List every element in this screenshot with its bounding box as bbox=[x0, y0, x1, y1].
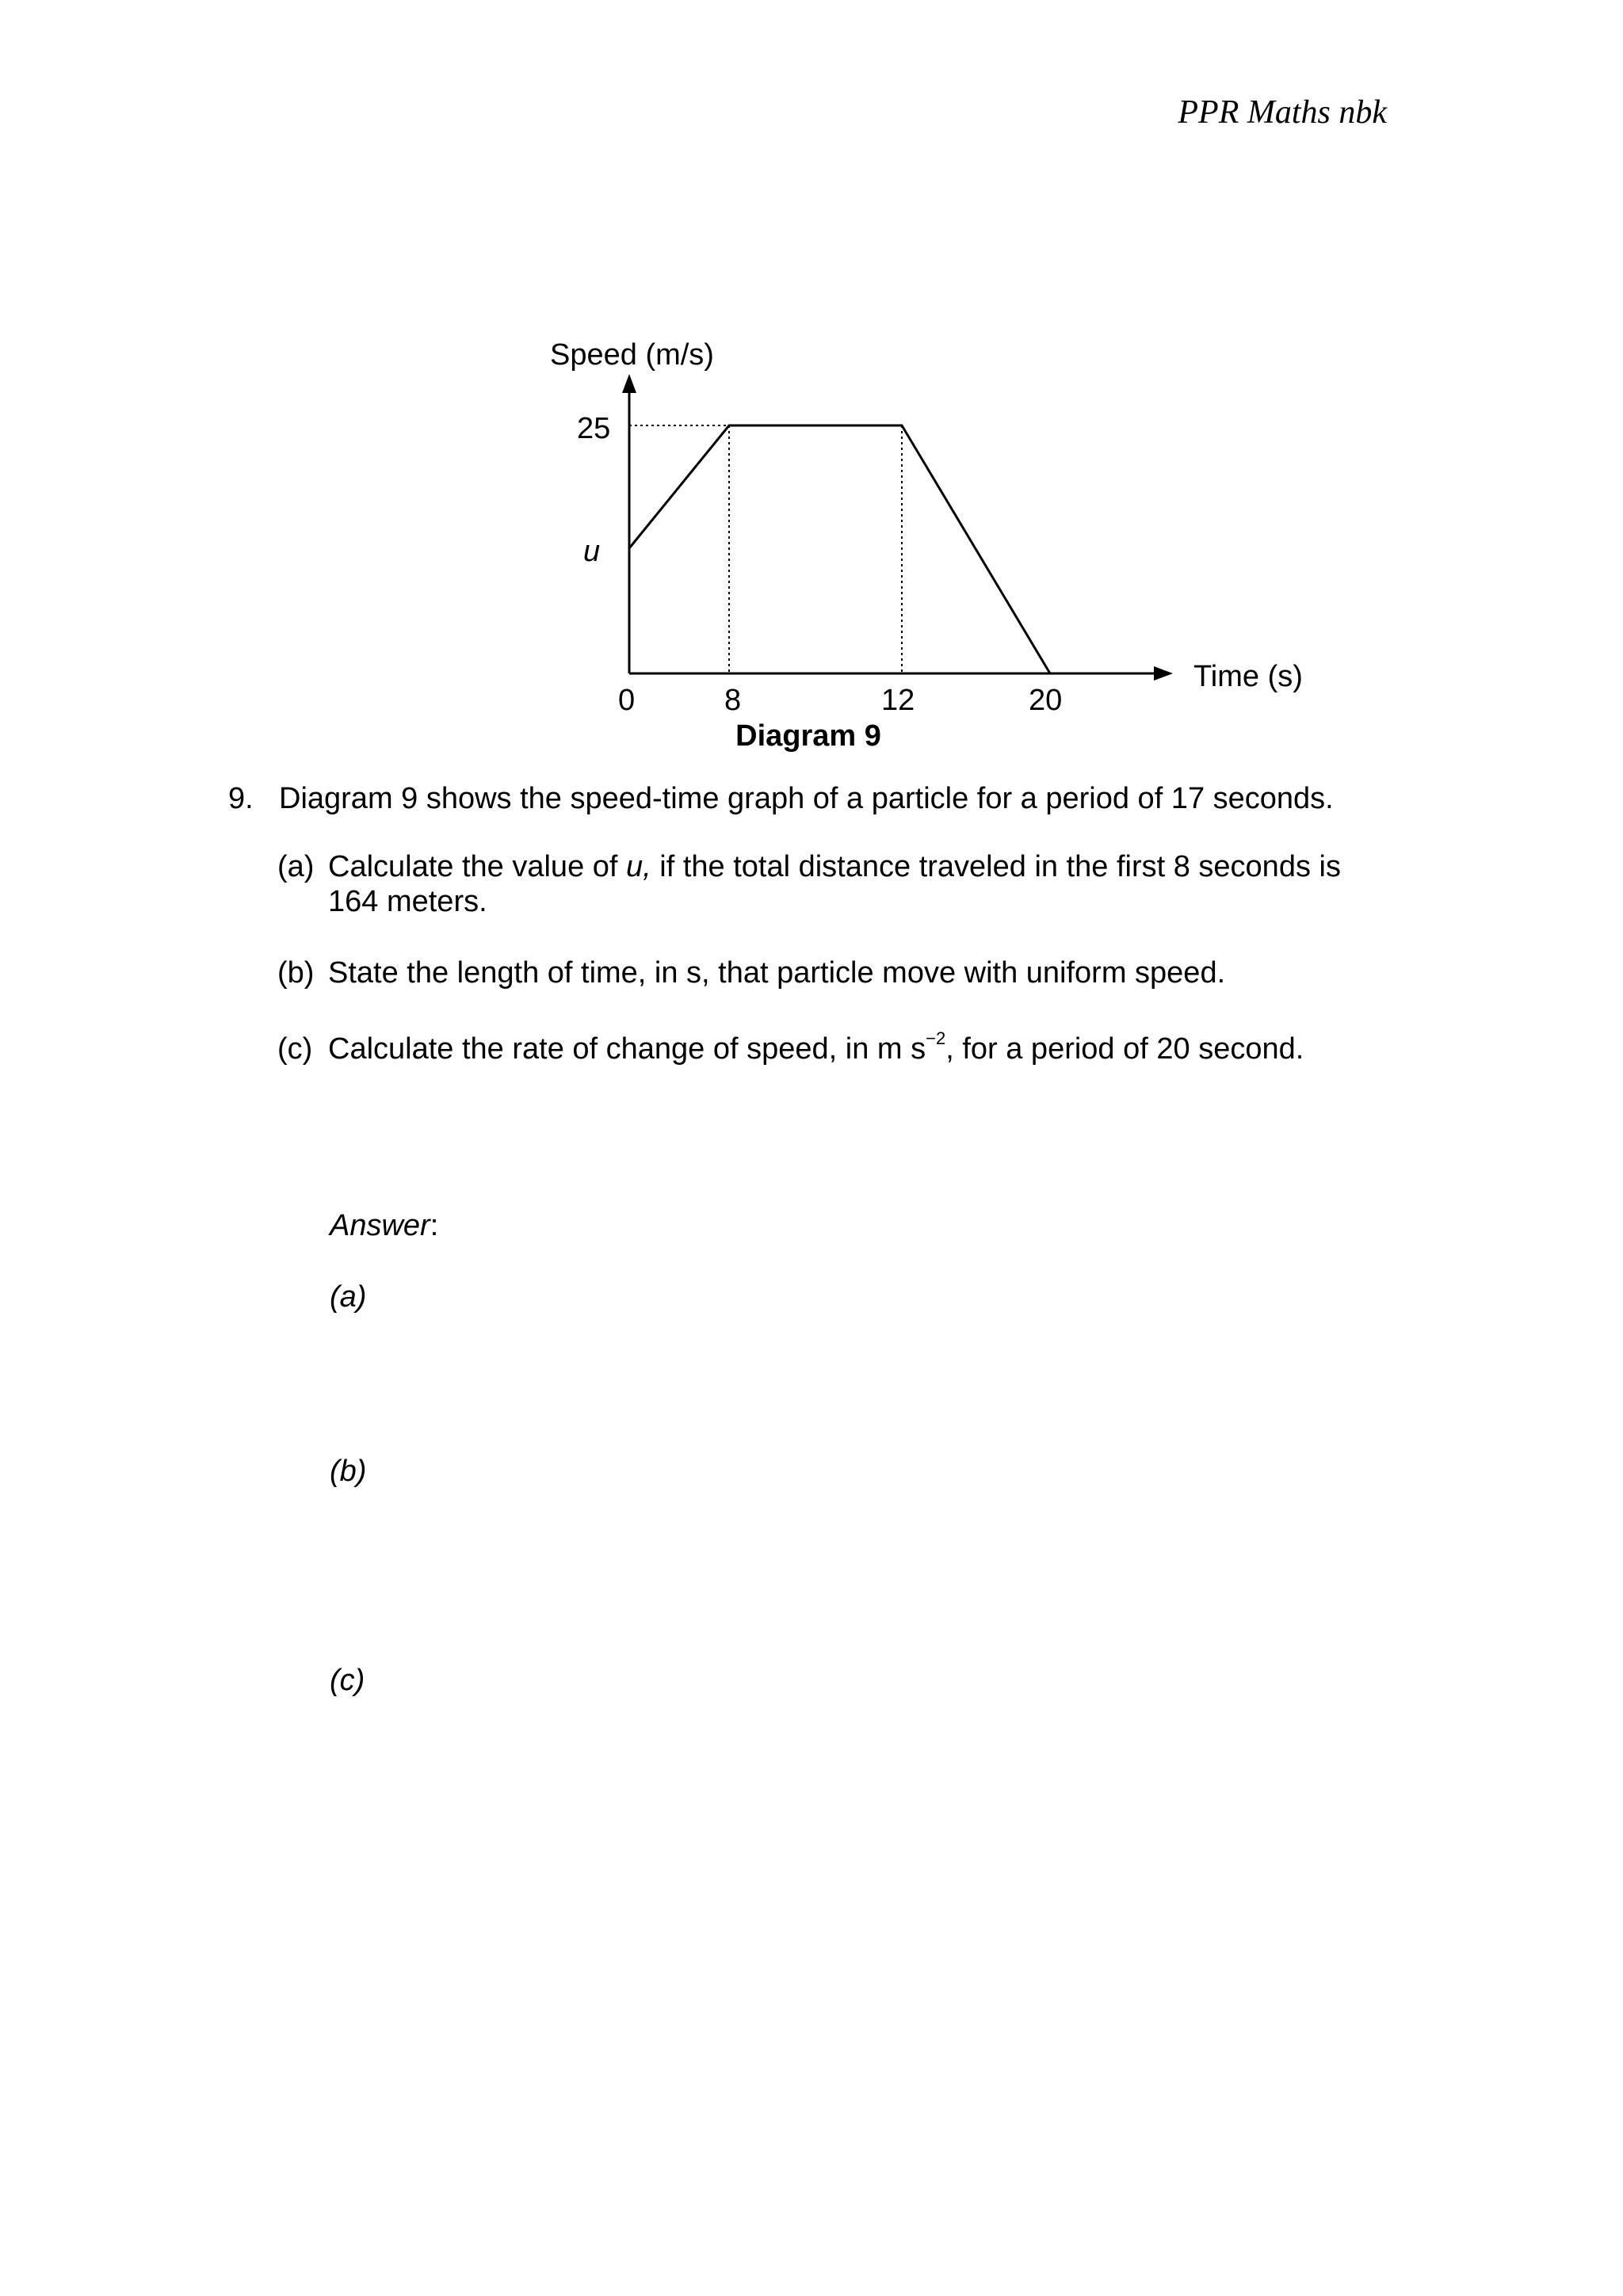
y-tick-25: 25 bbox=[577, 412, 611, 445]
question-stem bbox=[228, 780, 1417, 817]
speed-series-line bbox=[629, 425, 1050, 673]
x-tick-12: 12 bbox=[881, 684, 915, 717]
part-a-text bbox=[328, 849, 1355, 919]
x-axis-label: Time (s) bbox=[1193, 660, 1303, 693]
part-c bbox=[277, 1028, 1355, 1066]
unit-exponent: −2 bbox=[926, 1028, 946, 1048]
part-a-label: (a) bbox=[277, 850, 315, 883]
question-text: Diagram 9 shows the speed-time graph of a particle for a period of 17 seconds. bbox=[279, 782, 1334, 815]
question-number: 9. bbox=[228, 782, 254, 815]
page-header: PPR Maths nbk bbox=[1178, 94, 1387, 131]
part-c-label: (c) bbox=[277, 1032, 313, 1066]
answer-heading-text: Answer bbox=[330, 1209, 430, 1242]
part-a bbox=[277, 849, 1355, 919]
answer-b-label: (b) bbox=[330, 1455, 367, 1488]
x-tick-20: 20 bbox=[1029, 684, 1063, 717]
part-b-label: (b) bbox=[277, 956, 315, 990]
answer-a-label: (a) bbox=[330, 1280, 367, 1314]
variable-u: u, bbox=[626, 850, 651, 883]
x-axis-arrow bbox=[1154, 666, 1173, 681]
part-b bbox=[277, 955, 1355, 990]
speed-time-graph bbox=[0, 0, 1623, 792]
diagram-caption: Diagram 9 bbox=[735, 719, 881, 753]
part-a-text-start: Calculate the value of bbox=[328, 850, 627, 883]
answer-heading bbox=[330, 1209, 438, 1243]
part-c-text-start: Calculate the rate of change of speed, in m s bbox=[328, 1032, 926, 1066]
x-tick-8: 8 bbox=[724, 684, 742, 717]
answer-c-label: (c) bbox=[330, 1664, 365, 1697]
x-tick-0: 0 bbox=[618, 684, 636, 717]
part-a-text-end: if the total distance traveled in the first 8 seconds is 164 meters. bbox=[328, 850, 1341, 918]
y-tick-u: u bbox=[583, 535, 601, 568]
part-c-text-end: , for a period of 20 second. bbox=[945, 1032, 1304, 1066]
y-axis-label: Speed (m/s) bbox=[550, 338, 714, 372]
part-c-text bbox=[328, 1028, 1355, 1066]
answer-heading-colon: : bbox=[430, 1209, 439, 1242]
y-axis-arrow bbox=[622, 374, 636, 393]
part-b-text: State the length of time, in s, that particle move with uniform speed. bbox=[328, 956, 1226, 990]
